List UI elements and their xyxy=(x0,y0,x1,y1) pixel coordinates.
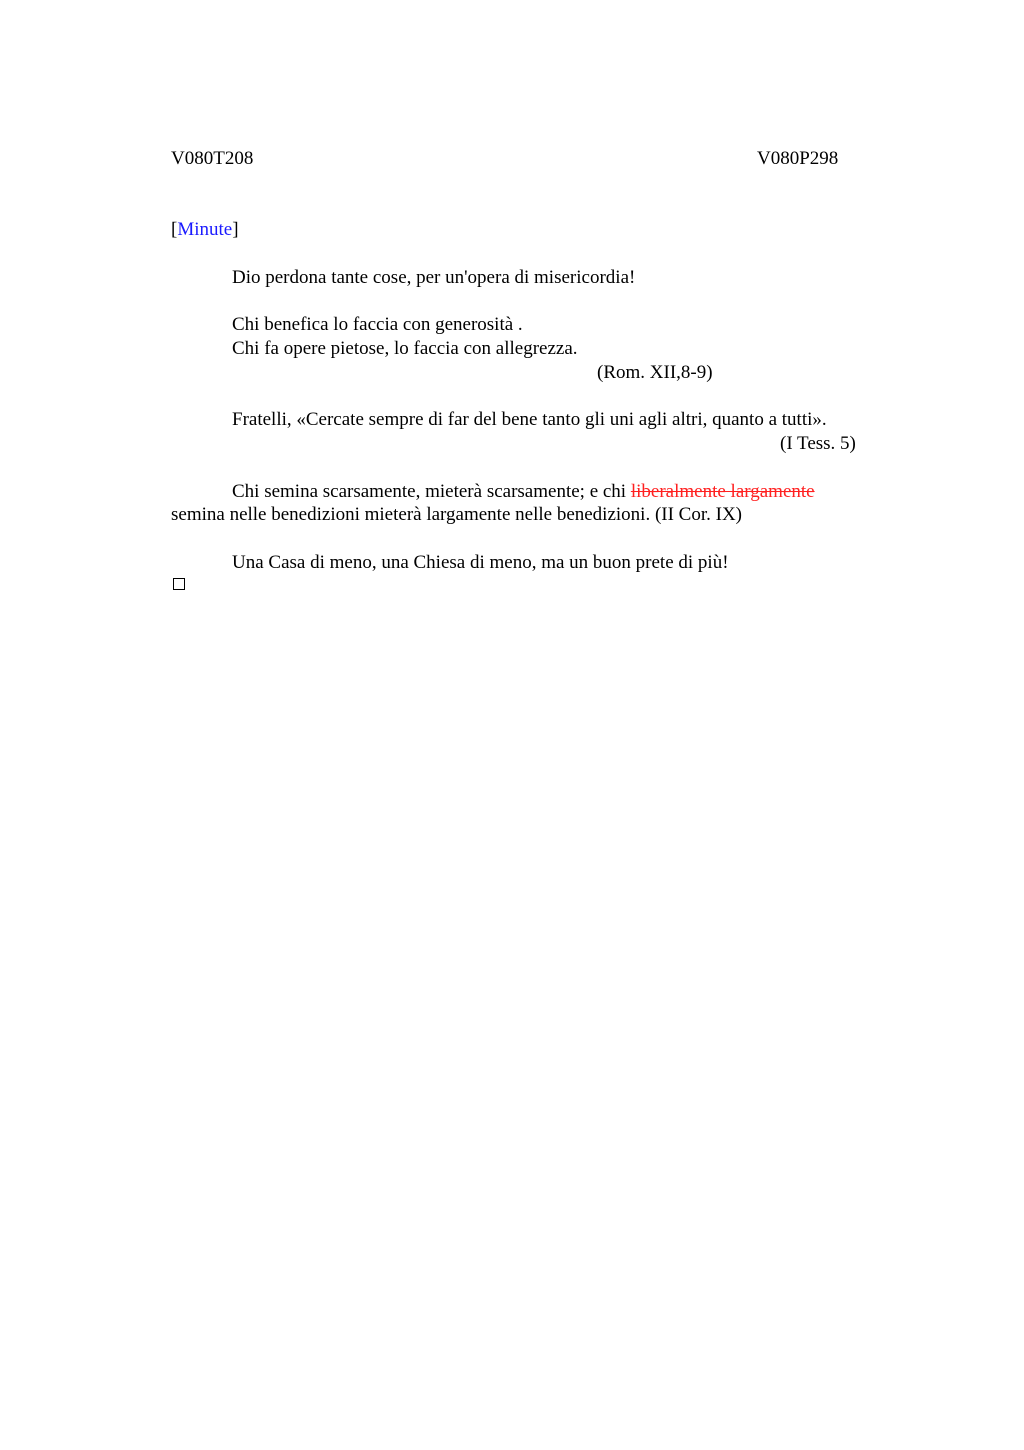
section-heading xyxy=(171,218,239,242)
minute-link[interactable]: Minute xyxy=(177,219,233,240)
paragraph-2-line-1: Chi benefica lo faccia con generosità . xyxy=(232,314,523,335)
paragraph-3-reference: (I Tess. 5) xyxy=(780,433,856,454)
paragraph-1: Dio perdona tante cose, per un'opera di misericordia! xyxy=(232,267,636,288)
paragraph-4-text: Chi semina scarsamente, mieterà scarsamente; e chi xyxy=(232,481,631,502)
paragraph-5: Una Casa di meno, una Chiesa di meno, ma un buon prete di più! xyxy=(232,552,729,573)
struck-through-text: liberalmente largamente xyxy=(630,481,815,502)
paragraph-4-line-2: semina nelle benedizioni mieterà largamente nelle benedizioni. (II Cor. IX) xyxy=(171,504,743,525)
paragraph-3-line-1: Fratelli, «Cercate sempre di far del bene tanto gli uni agli altri, quanto a tutti». xyxy=(232,409,827,430)
close-bracket: ] xyxy=(232,219,239,240)
header-right-code: V080P298 xyxy=(757,148,839,169)
checkbox[interactable] xyxy=(173,578,185,590)
paragraph-2-line-2: Chi fa opere pietose, lo faccia con allegrezza. xyxy=(232,338,578,359)
paragraph-4-line-1 xyxy=(232,480,815,504)
open-bracket: [ xyxy=(171,219,178,240)
paragraph-2-reference: (Rom. XII,8-9) xyxy=(597,362,713,383)
header-left-code: V080T208 xyxy=(171,148,254,169)
